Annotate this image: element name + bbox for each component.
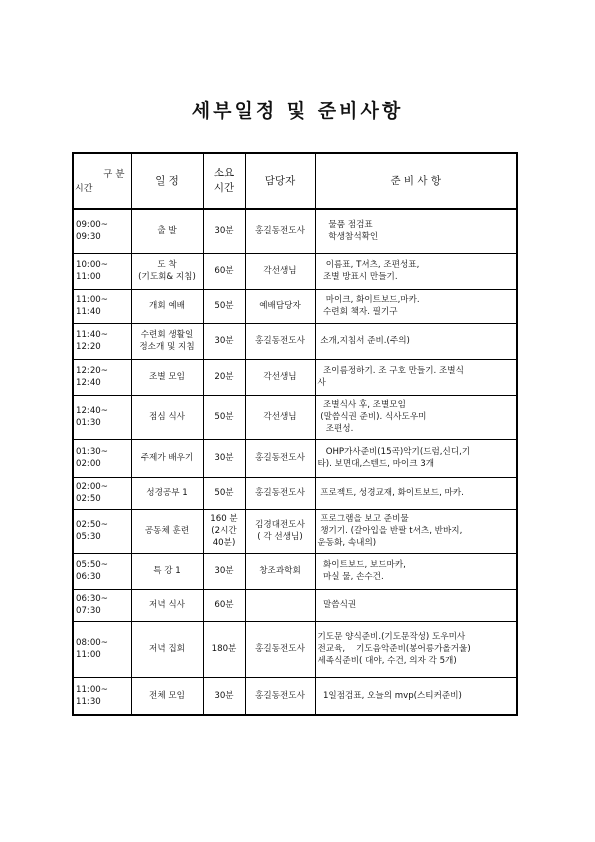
schedule-body: [73, 209, 517, 715]
cell-event-line: 공동체 훈련: [144, 525, 190, 536]
cell-time-line: 11:00~: [76, 684, 108, 695]
cell-time: [73, 289, 131, 323]
cell-duration: [203, 621, 245, 677]
cell-prep-line: 세족식준비( 대야, 수건, 의자 각 5개): [317, 656, 457, 667]
cell-time-line: 11:40~: [76, 329, 108, 340]
cell-prep: [315, 323, 517, 359]
cell-time-line: 05:30: [76, 532, 101, 542]
cell-duration-line: 60분: [214, 599, 234, 610]
cell-duration-line: 50분: [214, 487, 234, 498]
cell-time-line: 11:00: [76, 272, 101, 282]
cell-duration: [203, 253, 245, 289]
cell-duration-line: 40분): [212, 538, 236, 549]
cell-event: [131, 323, 203, 359]
cell-prep: [315, 589, 517, 621]
table-row: [73, 509, 517, 553]
cell-time: [73, 323, 131, 359]
cell-event-line: 조별 모임: [149, 371, 185, 382]
cell-duration: [203, 477, 245, 509]
cell-prep: [315, 621, 517, 677]
cell-time: [73, 621, 131, 677]
cell-time: [73, 439, 131, 477]
table-header-row: [73, 153, 517, 209]
schedule-table: [72, 152, 518, 716]
cell-time-line: 01:30: [76, 418, 101, 428]
cell-owner-line: 홍길동전도사: [255, 690, 305, 701]
cell-prep-line: 조별식사 후, 조별모임: [317, 399, 406, 410]
cell-duration-line: 30분: [214, 335, 234, 346]
cell-prep-line: 마실 물, 손수건.: [317, 572, 384, 582]
cell-prep-line: 프로그램을 보고 준비물: [317, 513, 409, 524]
cell-duration-line: 60분: [214, 265, 234, 276]
cell-prep-line: 화이트보드, 보드마카,: [317, 559, 406, 570]
cell-duration: [203, 677, 245, 715]
cell-prep-line: 전교육, 기도음악준비(봉어릉가올거울): [317, 643, 471, 654]
table-row: [73, 589, 517, 621]
header-category-label: 구 분: [103, 169, 125, 180]
cell-prep: [315, 253, 517, 289]
cell-prep-line: 운동화, 속내의): [317, 538, 377, 549]
cell-time-line: 09:30: [76, 232, 101, 243]
cell-prep: [315, 509, 517, 553]
header-duration-line: 시간: [213, 182, 235, 194]
cell-time-line: 02:00~: [76, 481, 108, 492]
cell-event: [131, 621, 203, 677]
cell-time: [73, 477, 131, 509]
cell-event-line: 개회 예배: [149, 300, 185, 311]
header-owner: 담당자: [245, 153, 315, 209]
table-row: [73, 359, 517, 395]
cell-prep-line: 소개,지침서 준비.(주의): [317, 335, 410, 346]
cell-event-line: 특 강 1: [153, 565, 181, 576]
cell-time-line: 02:50: [76, 494, 101, 504]
cell-owner: [245, 323, 315, 359]
cell-owner: [245, 621, 315, 677]
cell-duration-line: 30분: [214, 452, 234, 463]
cell-duration: [203, 509, 245, 553]
cell-owner: [245, 439, 315, 477]
document-title: 세부일정 및 준비사항: [191, 100, 404, 122]
cell-event: [131, 553, 203, 589]
cell-owner-line: 홍길동전도사: [255, 452, 305, 463]
header-time-label: 시간: [75, 184, 93, 195]
cell-event: [131, 209, 203, 253]
cell-time-line: 11:30: [76, 696, 101, 707]
cell-owner: [245, 289, 315, 323]
cell-time-line: 12:20: [76, 342, 101, 352]
cell-time-line: 05:50~: [76, 559, 108, 570]
cell-owner: [245, 677, 315, 715]
cell-owner-line: ( 각 선생님): [257, 532, 303, 542]
cell-time: [73, 253, 131, 289]
table-row: [73, 289, 517, 323]
cell-event-line: 전체 모임: [149, 690, 185, 701]
cell-event-line: 성경공부 1: [146, 487, 188, 498]
cell-prep-line: 사: [317, 378, 326, 388]
table-row: [73, 323, 517, 359]
cell-prep-line: 1일점검표, 오늘의 mvp(스티커준비): [317, 690, 462, 701]
cell-event-line: 도 착: [157, 259, 177, 270]
table-row: [73, 677, 517, 715]
cell-event: [131, 359, 203, 395]
cell-prep-line: 조별 방표시 만들기.: [317, 272, 398, 282]
cell-duration-line: 180분: [211, 643, 237, 654]
cell-prep: [315, 359, 517, 395]
cell-prep-line: 조편성.: [317, 424, 354, 435]
cell-prep: [315, 395, 517, 439]
cell-owner-line: 각선생님: [263, 265, 297, 276]
cell-time: [73, 209, 131, 253]
cell-prep-line: 학생참석확인: [317, 232, 379, 243]
table-row: [73, 253, 517, 289]
cell-time-line: 01:30~: [76, 446, 108, 457]
cell-duration-line: 30분: [214, 690, 234, 701]
cell-prep-line: 이름표, T셔츠, 조편성표,: [317, 259, 420, 270]
cell-owner-line: 각선생님: [263, 411, 297, 422]
cell-time-line: 07:30: [76, 606, 101, 616]
cell-duration-line: 50분: [214, 300, 234, 311]
cell-prep-line: 마이크, 화이트보드,마카.: [317, 294, 420, 305]
cell-event: [131, 439, 203, 477]
cell-prep: [315, 553, 517, 589]
cell-time: [73, 359, 131, 395]
cell-time-line: 06:30: [76, 572, 101, 582]
header-prep: 준 비 사 항: [315, 153, 517, 209]
cell-duration-line: 50분: [214, 411, 234, 422]
cell-time-line: 02:50~: [76, 519, 108, 530]
cell-time: [73, 677, 131, 715]
cell-time-line: 12:20~: [76, 365, 108, 376]
cell-event: [131, 253, 203, 289]
header-category-time: [73, 153, 131, 209]
cell-owner: [245, 477, 315, 509]
cell-owner: [245, 395, 315, 439]
cell-event-line: 저녁 집회: [149, 643, 185, 654]
header-duration: [203, 153, 245, 209]
table-row: [73, 209, 517, 253]
cell-owner-line: 창조과학회: [259, 565, 301, 576]
cell-prep-line: 프로젝트, 성경교재, 화이트보드, 마카.: [317, 487, 464, 498]
cell-prep-line: OHP가사준비(15곡)악기(드럼,신디,기: [317, 446, 471, 457]
cell-prep: [315, 289, 517, 323]
cell-time-line: 10:00~: [76, 259, 108, 270]
cell-duration: [203, 395, 245, 439]
cell-owner-line: 홍길동전도사: [255, 643, 305, 654]
cell-owner-line: 김경대전도사: [255, 519, 305, 530]
cell-time-line: 09:00~: [76, 220, 108, 231]
table-row: [73, 395, 517, 439]
table-row: [73, 621, 517, 677]
cell-time-line: 12:40: [76, 378, 101, 388]
cell-event: [131, 509, 203, 553]
table-row: [73, 553, 517, 589]
cell-event: [131, 677, 203, 715]
cell-prep-line: 타). 보면대,스텐드, 마이크 3개: [317, 459, 435, 469]
cell-prep-line: (말씀식권 준비). 식사도우미: [317, 411, 427, 422]
cell-event-line: (기도회& 지침): [138, 272, 196, 282]
cell-event-line: 주제가 배우기: [140, 452, 194, 463]
cell-event-line: 정소개 및 지침: [139, 342, 195, 352]
cell-owner-line: 예배담당자: [259, 300, 301, 311]
cell-duration-line: 30분: [214, 226, 234, 237]
cell-event-line: 점심 식사: [149, 411, 185, 422]
cell-duration: [203, 289, 245, 323]
cell-duration: [203, 209, 245, 253]
cell-time: [73, 553, 131, 589]
cell-duration-line: 30분: [214, 565, 234, 576]
cell-owner-line: 홍길동전도사: [255, 487, 305, 498]
cell-time-line: 12:40~: [76, 405, 108, 416]
cell-event-line: 저녁 식사: [149, 599, 185, 610]
cell-time: [73, 395, 131, 439]
cell-duration: [203, 553, 245, 589]
cell-owner-line: 홍길동전도사: [255, 226, 305, 237]
cell-time-line: 11:40: [76, 307, 101, 317]
header-event: 일 정: [131, 153, 203, 209]
cell-event: [131, 395, 203, 439]
cell-prep: [315, 439, 517, 477]
cell-prep: [315, 209, 517, 253]
cell-event: [131, 589, 203, 621]
cell-duration: [203, 439, 245, 477]
cell-prep: [315, 677, 517, 715]
cell-owner: [245, 253, 315, 289]
cell-prep: [315, 477, 517, 509]
cell-duration: [203, 323, 245, 359]
cell-prep-line: 기도문 양식준비.(기도문작성) 도우미사: [317, 631, 466, 642]
cell-prep-line: 물품 점검표: [317, 220, 373, 231]
table-row: [73, 439, 517, 477]
cell-prep-line: 조이름정하기. 조 구호 만들기. 조별식: [317, 365, 464, 376]
cell-owner: [245, 209, 315, 253]
table-row: [73, 477, 517, 509]
cell-event: [131, 477, 203, 509]
cell-time: [73, 589, 131, 621]
cell-duration: [203, 359, 245, 395]
cell-owner: [245, 553, 315, 589]
header-duration-line: 소요: [213, 167, 235, 180]
cell-event-line: 수련회 생활일: [140, 329, 194, 340]
cell-time-line: 11:00: [76, 650, 101, 660]
cell-owner: [245, 509, 315, 553]
cell-event: [131, 289, 203, 323]
cell-time: [73, 509, 131, 553]
cell-owner: [245, 589, 315, 621]
cell-time-line: 08:00~: [76, 637, 108, 648]
cell-duration: [203, 589, 245, 621]
cell-owner: [245, 359, 315, 395]
cell-owner-line: 각선생님: [263, 371, 297, 382]
cell-duration-line: 160 분: [210, 513, 238, 524]
cell-duration-line: (2시간: [211, 525, 237, 536]
cell-owner-line: 홍길동전도사: [255, 335, 305, 346]
cell-event-line: 출 발: [157, 226, 177, 237]
cell-prep-line: 수련회 책자. 필기구: [317, 307, 398, 317]
cell-prep-line: 챙기기. (갈아입을 반팔 t셔츠, 반바지,: [317, 525, 463, 536]
cell-duration-line: 20분: [214, 371, 234, 382]
cell-time-line: 11:00~: [76, 294, 108, 305]
cell-prep-line: 말씀식권: [317, 599, 357, 610]
cell-time-line: 02:00: [76, 459, 101, 469]
cell-time-line: 06:30~: [76, 593, 108, 604]
